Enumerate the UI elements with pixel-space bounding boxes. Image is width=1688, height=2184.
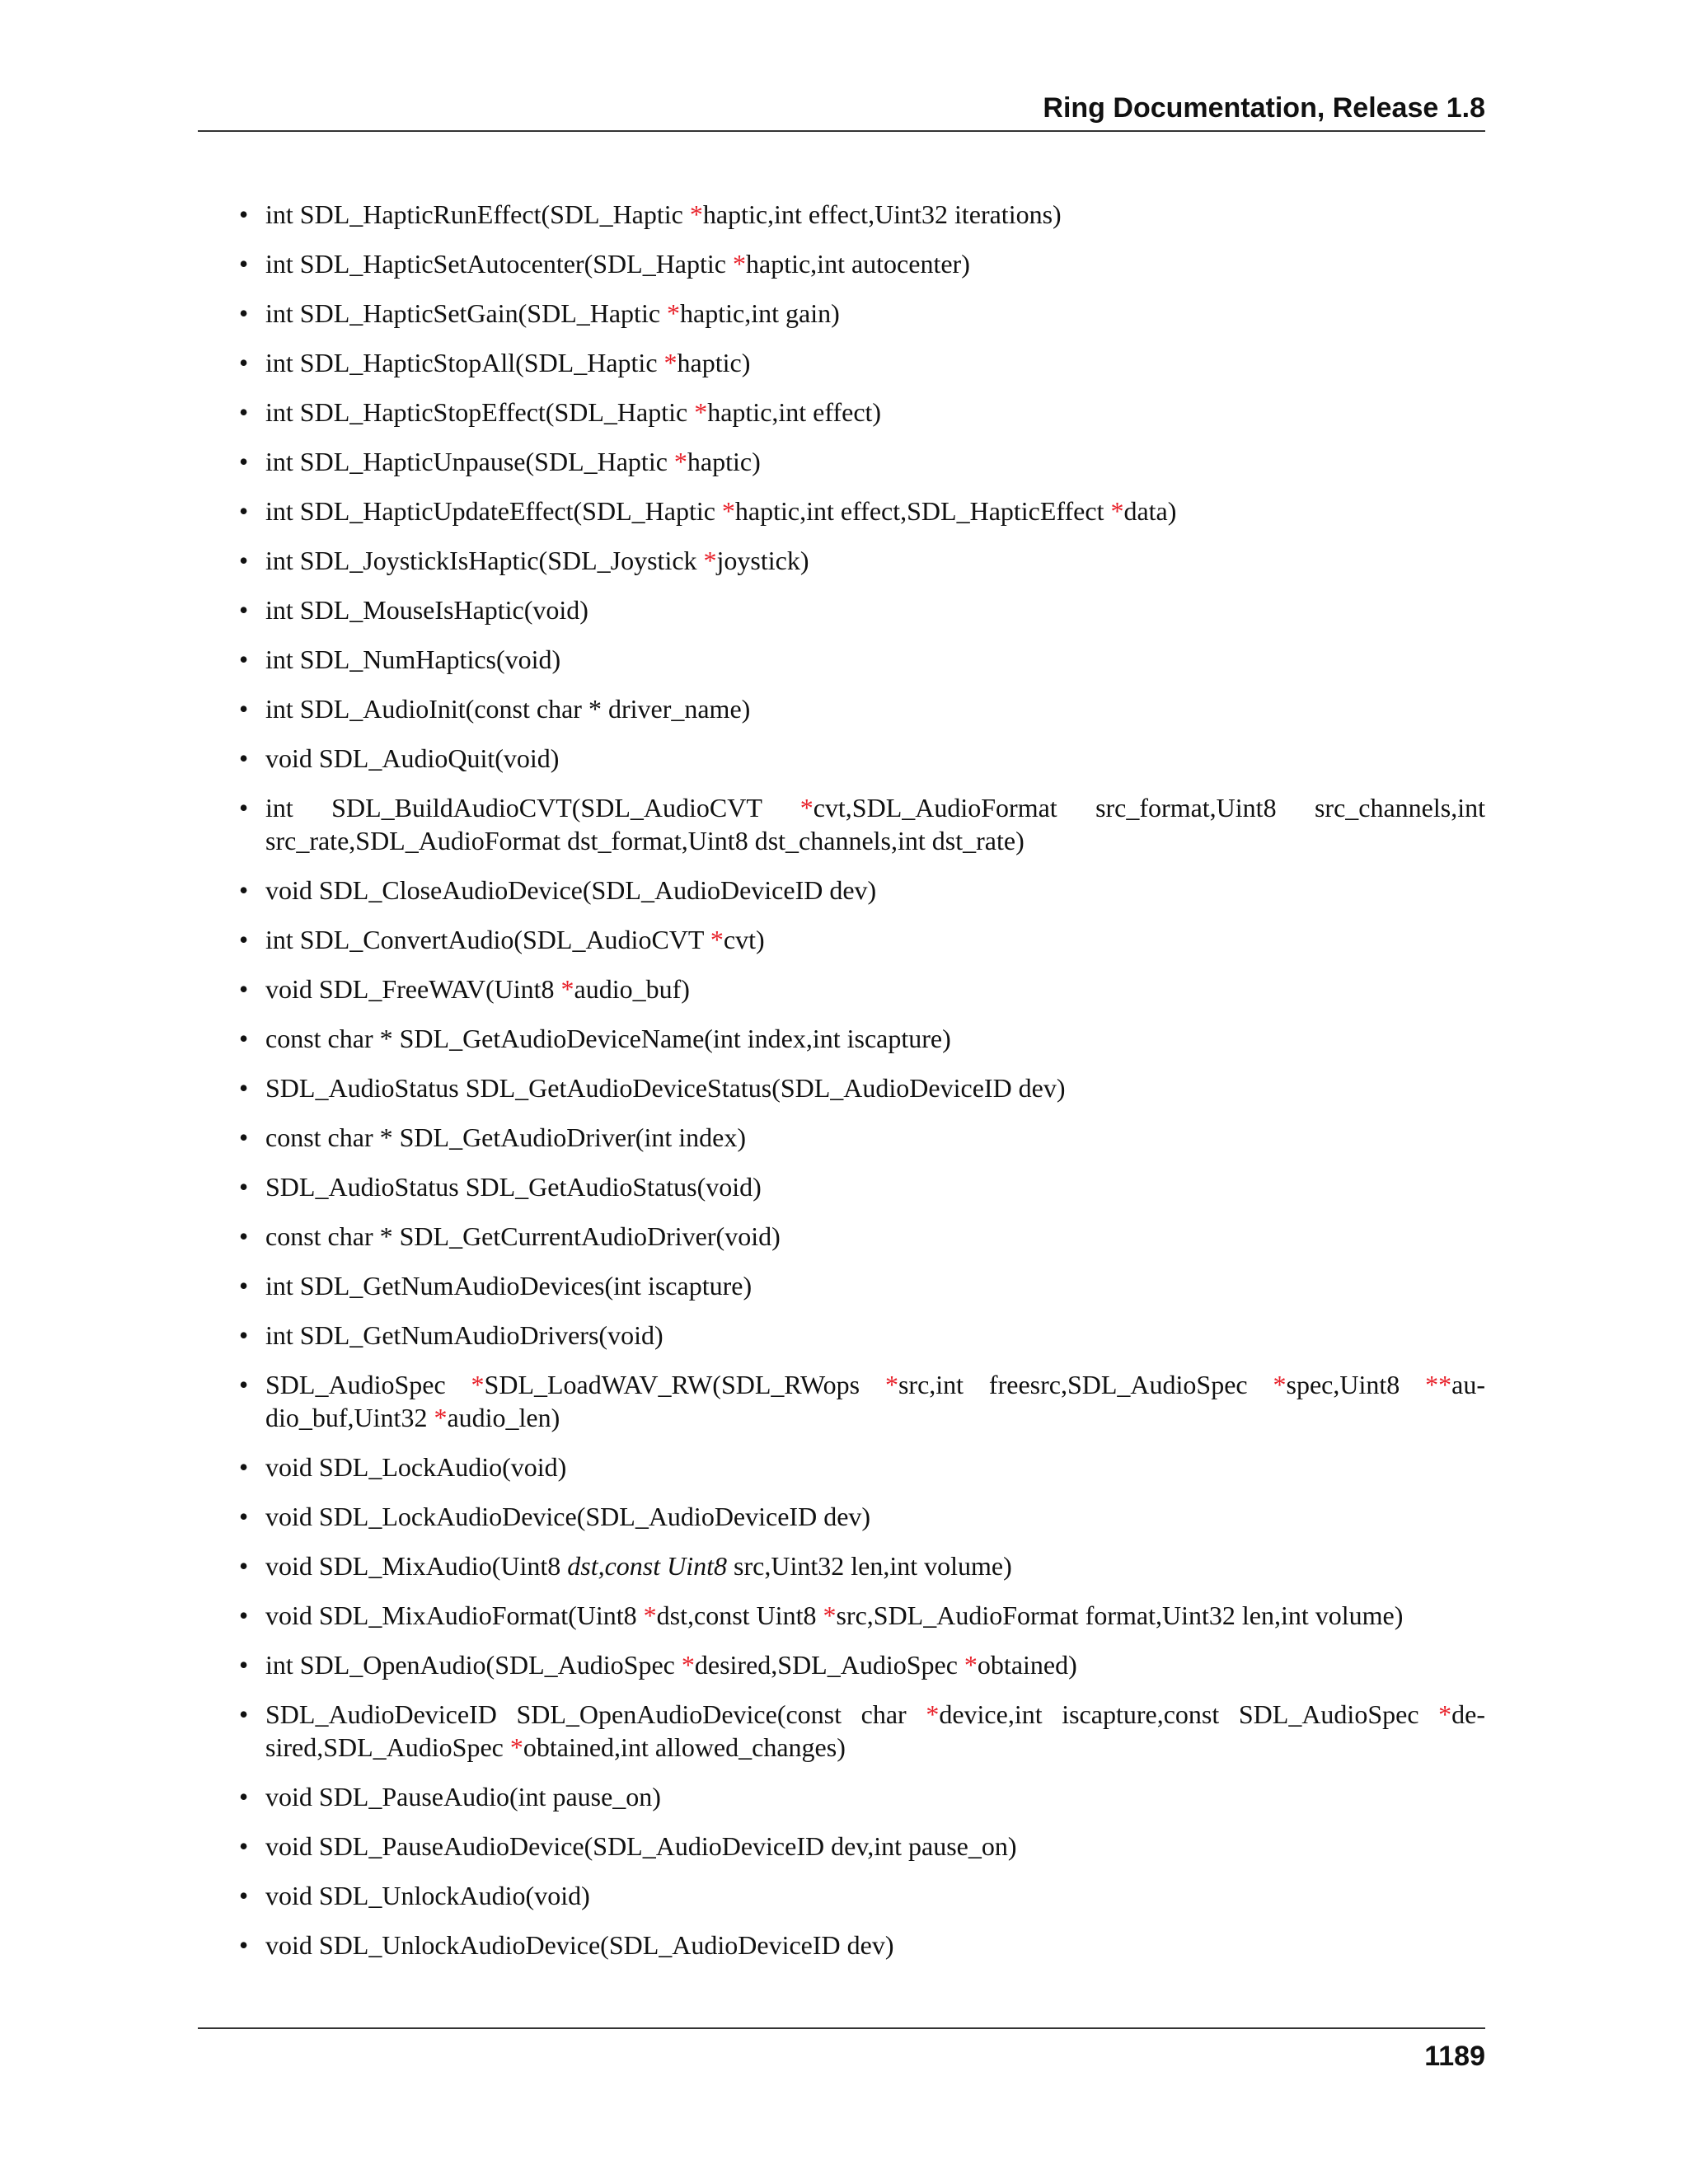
function-signature bbox=[265, 1650, 1077, 1680]
bullet-icon: • bbox=[239, 199, 249, 229]
signature-text: device,int iscapture,const SDL_AudioSpec bbox=[939, 1699, 1439, 1729]
list-item bbox=[239, 1830, 1485, 1863]
bullet-icon: • bbox=[239, 793, 249, 823]
signature-text: int SDL_HapticRunEffect(SDL_Haptic bbox=[265, 199, 690, 229]
signature-text: void SDL_LockAudioDevice(SDL_AudioDeviceID dev) bbox=[265, 1502, 871, 1531]
list-item bbox=[239, 1879, 1485, 1912]
bullet-icon: • bbox=[239, 1831, 249, 1861]
signature-text: int SDL_GetNumAudioDevices(int iscapture) bbox=[265, 1271, 753, 1301]
bullet-icon: • bbox=[239, 1122, 249, 1152]
signature-text: int SDL_HapticStopAll(SDL_Haptic bbox=[265, 348, 664, 377]
signature-text: const char * SDL_GetAudioDriver(int index) bbox=[265, 1122, 746, 1152]
list-item bbox=[239, 346, 1485, 379]
function-signature bbox=[265, 875, 876, 905]
signature-text: void SDL_UnlockAudio(void) bbox=[265, 1881, 590, 1910]
list-item bbox=[239, 1780, 1485, 1813]
function-signature bbox=[265, 1502, 870, 1531]
pointer-asterisk: * bbox=[732, 249, 746, 279]
bullet-icon: • bbox=[239, 496, 249, 526]
list-item bbox=[239, 923, 1485, 956]
pointer-asterisk: * bbox=[703, 546, 717, 575]
signature-text: audio_len) bbox=[447, 1403, 560, 1432]
list-item bbox=[239, 1599, 1485, 1632]
pointer-asterisk: * bbox=[926, 1699, 940, 1729]
signature-text: void SDL_LockAudio(void) bbox=[265, 1452, 567, 1482]
signature-text: int SDL_JoystickIsHaptic(SDL_Joystick bbox=[265, 546, 704, 575]
page-header bbox=[198, 91, 1485, 132]
function-signature bbox=[265, 694, 750, 724]
function-signature bbox=[265, 1172, 762, 1202]
signature-text: haptic) bbox=[677, 348, 751, 377]
signature-text: int SDL_GetNumAudioDrivers(void) bbox=[265, 1320, 663, 1350]
signature-text: void SDL_PauseAudioDevice(SDL_AudioDeviceID dev,int pause_on) bbox=[265, 1831, 1017, 1861]
signature-text: haptic,int effect,SDL_HapticEffect bbox=[734, 496, 1111, 526]
signature-text: void SDL_AudioQuit(void) bbox=[265, 743, 560, 773]
signature-text: int SDL_BuildAudioCVT(SDL_AudioCVT bbox=[265, 793, 800, 823]
bullet-icon: • bbox=[239, 1452, 249, 1482]
pointer-asterisk: * bbox=[689, 199, 703, 229]
signature-text: SDL_LoadWAV_RW(SDL_RWops bbox=[484, 1370, 885, 1399]
bullet-icon: • bbox=[239, 644, 249, 674]
bullet-icon: • bbox=[239, 249, 249, 279]
signature-text: void SDL_PauseAudio(int pause_on) bbox=[265, 1782, 661, 1811]
pointer-asterisk: * bbox=[667, 298, 681, 328]
list-item bbox=[239, 1451, 1485, 1483]
signature-text: int SDL_AudioInit(const char * driver_name) bbox=[265, 694, 751, 724]
list-item bbox=[239, 1368, 1485, 1434]
function-signature bbox=[265, 397, 881, 427]
document-title: Ring Documentation, Release 1.8 bbox=[1043, 92, 1485, 124]
signature-text: haptic,int autocenter) bbox=[745, 249, 970, 279]
pointer-asterisk: * bbox=[721, 496, 735, 526]
bullet-icon: • bbox=[239, 1699, 249, 1729]
signature-text: haptic,int effect,Uint32 iterations) bbox=[702, 199, 1062, 229]
list-item bbox=[239, 297, 1485, 330]
list-item bbox=[239, 1698, 1485, 1764]
pointer-asterisk: * bbox=[710, 925, 724, 954]
bullet-icon: • bbox=[239, 694, 249, 724]
function-signature bbox=[265, 199, 1062, 229]
signature-text: int SDL_MouseIsHaptic(void) bbox=[265, 595, 588, 625]
bullet-icon: • bbox=[239, 1930, 249, 1960]
signature-text: haptic,int effect) bbox=[707, 397, 882, 427]
function-signature bbox=[265, 1024, 951, 1053]
function-signature bbox=[265, 1271, 752, 1301]
function-signature bbox=[265, 298, 840, 328]
pointer-asterisk: * bbox=[681, 1650, 695, 1680]
bullet-icon: • bbox=[239, 1320, 249, 1350]
signature-text: int SDL_HapticSetGain(SDL_Haptic bbox=[265, 298, 668, 328]
function-signature bbox=[265, 1221, 781, 1251]
list-item bbox=[239, 247, 1485, 280]
bullet-icon: • bbox=[239, 1221, 249, 1251]
signature-text: dst,const Uint8 bbox=[656, 1601, 823, 1630]
bullet-icon: • bbox=[239, 595, 249, 625]
signature-text: int SDL_ConvertAudio(SDL_AudioCVT bbox=[265, 925, 710, 954]
function-signature bbox=[265, 1881, 590, 1910]
function-signature bbox=[265, 1930, 894, 1960]
list-item bbox=[239, 1071, 1485, 1104]
list-item bbox=[239, 1319, 1485, 1352]
list-item bbox=[239, 1500, 1485, 1533]
signature-text: data) bbox=[1123, 496, 1177, 526]
bullet-icon: • bbox=[239, 1370, 249, 1399]
function-signature bbox=[265, 1320, 663, 1350]
bullet-icon: • bbox=[239, 298, 249, 328]
pointer-asterisk: * bbox=[434, 1403, 448, 1432]
signature-text: int SDL_HapticUnpause(SDL_Haptic bbox=[265, 447, 674, 476]
signature-text: obtained) bbox=[977, 1650, 1077, 1680]
list-item bbox=[239, 742, 1485, 775]
signature-text: const char * SDL_GetCurrentAudioDriver(void) bbox=[265, 1221, 781, 1251]
function-signature bbox=[265, 1073, 1066, 1103]
bullet-icon: • bbox=[239, 546, 249, 575]
pointer-asterisk: * bbox=[509, 1732, 523, 1762]
signature-text: audio_buf) bbox=[574, 974, 690, 1004]
function-signature bbox=[265, 1452, 566, 1482]
signature-text: cvt) bbox=[723, 925, 765, 954]
pointer-asterisk: * bbox=[560, 974, 574, 1004]
list-item bbox=[239, 791, 1485, 857]
list-item bbox=[239, 692, 1485, 725]
signature-text: int SDL_HapticSetAutocenter(SDL_Haptic bbox=[265, 249, 733, 279]
function-signature bbox=[265, 793, 1485, 855]
signature-text: SDL_AudioStatus SDL_GetAudioDeviceStatus(SDL_AudioDeviceID dev) bbox=[265, 1073, 1066, 1103]
function-signature bbox=[265, 743, 559, 773]
list-item bbox=[239, 1269, 1485, 1302]
function-signature bbox=[265, 1782, 661, 1811]
page-footer bbox=[198, 2027, 1485, 2072]
function-signature bbox=[265, 644, 560, 674]
list-item bbox=[239, 972, 1485, 1005]
bullet-icon: • bbox=[239, 348, 249, 377]
function-signature bbox=[265, 496, 1176, 526]
function-signature bbox=[265, 925, 765, 954]
list-item bbox=[239, 1220, 1485, 1253]
signature-text: joystick) bbox=[716, 546, 809, 575]
list-item bbox=[239, 198, 1485, 231]
bullet-icon: • bbox=[239, 1551, 249, 1581]
signature-text: void SDL_MixAudio(Uint8 bbox=[265, 1551, 568, 1581]
signature-text: spec,Uint8 bbox=[1286, 1370, 1426, 1399]
bullet-icon: • bbox=[239, 397, 249, 427]
list-item bbox=[239, 1022, 1485, 1055]
list-item bbox=[239, 544, 1485, 577]
signature-text: void SDL_UnlockAudioDevice(SDL_AudioDeviceID dev) bbox=[265, 1930, 894, 1960]
bullet-icon: • bbox=[239, 1502, 249, 1531]
pointer-asterisk: * bbox=[799, 793, 814, 823]
list-item bbox=[239, 643, 1485, 676]
signature-text: desired,SDL_AudioSpec bbox=[265, 1699, 1485, 1762]
list-item bbox=[239, 1549, 1485, 1582]
list-item bbox=[239, 396, 1485, 429]
list-item bbox=[239, 1170, 1485, 1203]
pointer-asterisk: * bbox=[643, 1601, 657, 1630]
signature-text: SDL_AudioStatus SDL_GetAudioStatus(void) bbox=[265, 1172, 762, 1202]
pointer-asterisk: ** bbox=[1425, 1370, 1452, 1399]
signature-text: int SDL_NumHaptics(void) bbox=[265, 644, 561, 674]
signature-text: desired,SDL_AudioSpec bbox=[694, 1650, 964, 1680]
signature-text: cvt,SDL_AudioFormat src_format,Uint8 src_channels,int src_rate,SDL_AudioFormat dst_format,Uint8 dst_channels,int dst_rate) bbox=[265, 793, 1486, 855]
signature-text: haptic) bbox=[687, 447, 761, 476]
signature-text: obtained,int allowed_changes) bbox=[523, 1732, 846, 1762]
signature-text: int SDL_OpenAudio(SDL_AudioSpec bbox=[265, 1650, 682, 1680]
bullet-icon: • bbox=[239, 1650, 249, 1680]
signature-text: haptic,int gain) bbox=[680, 298, 840, 328]
signature-text: SDL_AudioDeviceID SDL_OpenAudioDevice(const char bbox=[265, 1699, 926, 1729]
signature-text: const char * SDL_GetAudioDeviceName(int index,int iscapture) bbox=[265, 1024, 951, 1053]
list-item bbox=[239, 445, 1485, 478]
bullet-icon: • bbox=[239, 1601, 249, 1630]
pointer-asterisk: * bbox=[1110, 496, 1124, 526]
bullet-icon: • bbox=[239, 974, 249, 1004]
signature-text: int SDL_HapticStopEffect(SDL_Haptic bbox=[265, 397, 695, 427]
signature-text: void SDL_CloseAudioDevice(SDL_AudioDeviceID dev) bbox=[265, 875, 877, 905]
bullet-icon: • bbox=[239, 1024, 249, 1053]
bullet-icon: • bbox=[239, 1073, 249, 1103]
list-item bbox=[239, 1121, 1485, 1154]
function-signature bbox=[265, 546, 809, 575]
pointer-asterisk: * bbox=[694, 397, 708, 427]
function-signature bbox=[265, 974, 690, 1004]
function-signature bbox=[265, 249, 970, 279]
bullet-icon: • bbox=[239, 925, 249, 954]
function-signature bbox=[265, 1551, 1012, 1581]
list-item bbox=[239, 593, 1485, 626]
function-signature bbox=[265, 595, 588, 625]
list-item bbox=[239, 1929, 1485, 1961]
italic-text: dst,const Uint8 bbox=[567, 1551, 728, 1581]
signature-text: src,Uint32 len,int volume) bbox=[727, 1551, 1012, 1581]
signature-text: int SDL_HapticUpdateEffect(SDL_Haptic bbox=[265, 496, 722, 526]
function-signature bbox=[265, 1370, 1485, 1432]
pointer-asterisk: * bbox=[673, 447, 687, 476]
bullet-icon: • bbox=[239, 1172, 249, 1202]
list-item bbox=[239, 874, 1485, 907]
signature-text: audio_buf,Uint32 bbox=[265, 1370, 1486, 1432]
bullet-icon: • bbox=[239, 447, 249, 476]
page-number: 1189 bbox=[1424, 2041, 1485, 2072]
signature-text: SDL_AudioSpec bbox=[265, 1370, 471, 1399]
pointer-asterisk: * bbox=[884, 1370, 898, 1399]
bullet-icon: • bbox=[239, 743, 249, 773]
signature-text: void SDL_MixAudioFormat(Uint8 bbox=[265, 1601, 644, 1630]
function-signature bbox=[265, 1122, 746, 1152]
list-item bbox=[239, 494, 1485, 527]
signature-text: src,SDL_AudioFormat format,Uint32 len,int volume) bbox=[836, 1601, 1404, 1630]
function-signature bbox=[265, 1831, 1017, 1861]
pointer-asterisk: * bbox=[1438, 1699, 1452, 1729]
pointer-asterisk: * bbox=[964, 1650, 978, 1680]
bullet-icon: • bbox=[239, 1881, 249, 1910]
pointer-asterisk: * bbox=[823, 1601, 837, 1630]
function-signature-list bbox=[239, 198, 1485, 1978]
bullet-icon: • bbox=[239, 875, 249, 905]
pointer-asterisk: * bbox=[471, 1370, 485, 1399]
function-signature bbox=[265, 1699, 1485, 1762]
bullet-icon: • bbox=[239, 1271, 249, 1301]
pointer-asterisk: * bbox=[1273, 1370, 1287, 1399]
function-signature bbox=[265, 447, 761, 476]
pointer-asterisk: * bbox=[663, 348, 678, 377]
function-signature bbox=[265, 1601, 1403, 1630]
signature-text: void SDL_FreeWAV(Uint8 bbox=[265, 974, 561, 1004]
signature-text: src,int freesrc,SDL_AudioSpec bbox=[898, 1370, 1273, 1399]
bullet-icon: • bbox=[239, 1782, 249, 1811]
list-item bbox=[239, 1648, 1485, 1681]
function-signature bbox=[265, 348, 750, 377]
